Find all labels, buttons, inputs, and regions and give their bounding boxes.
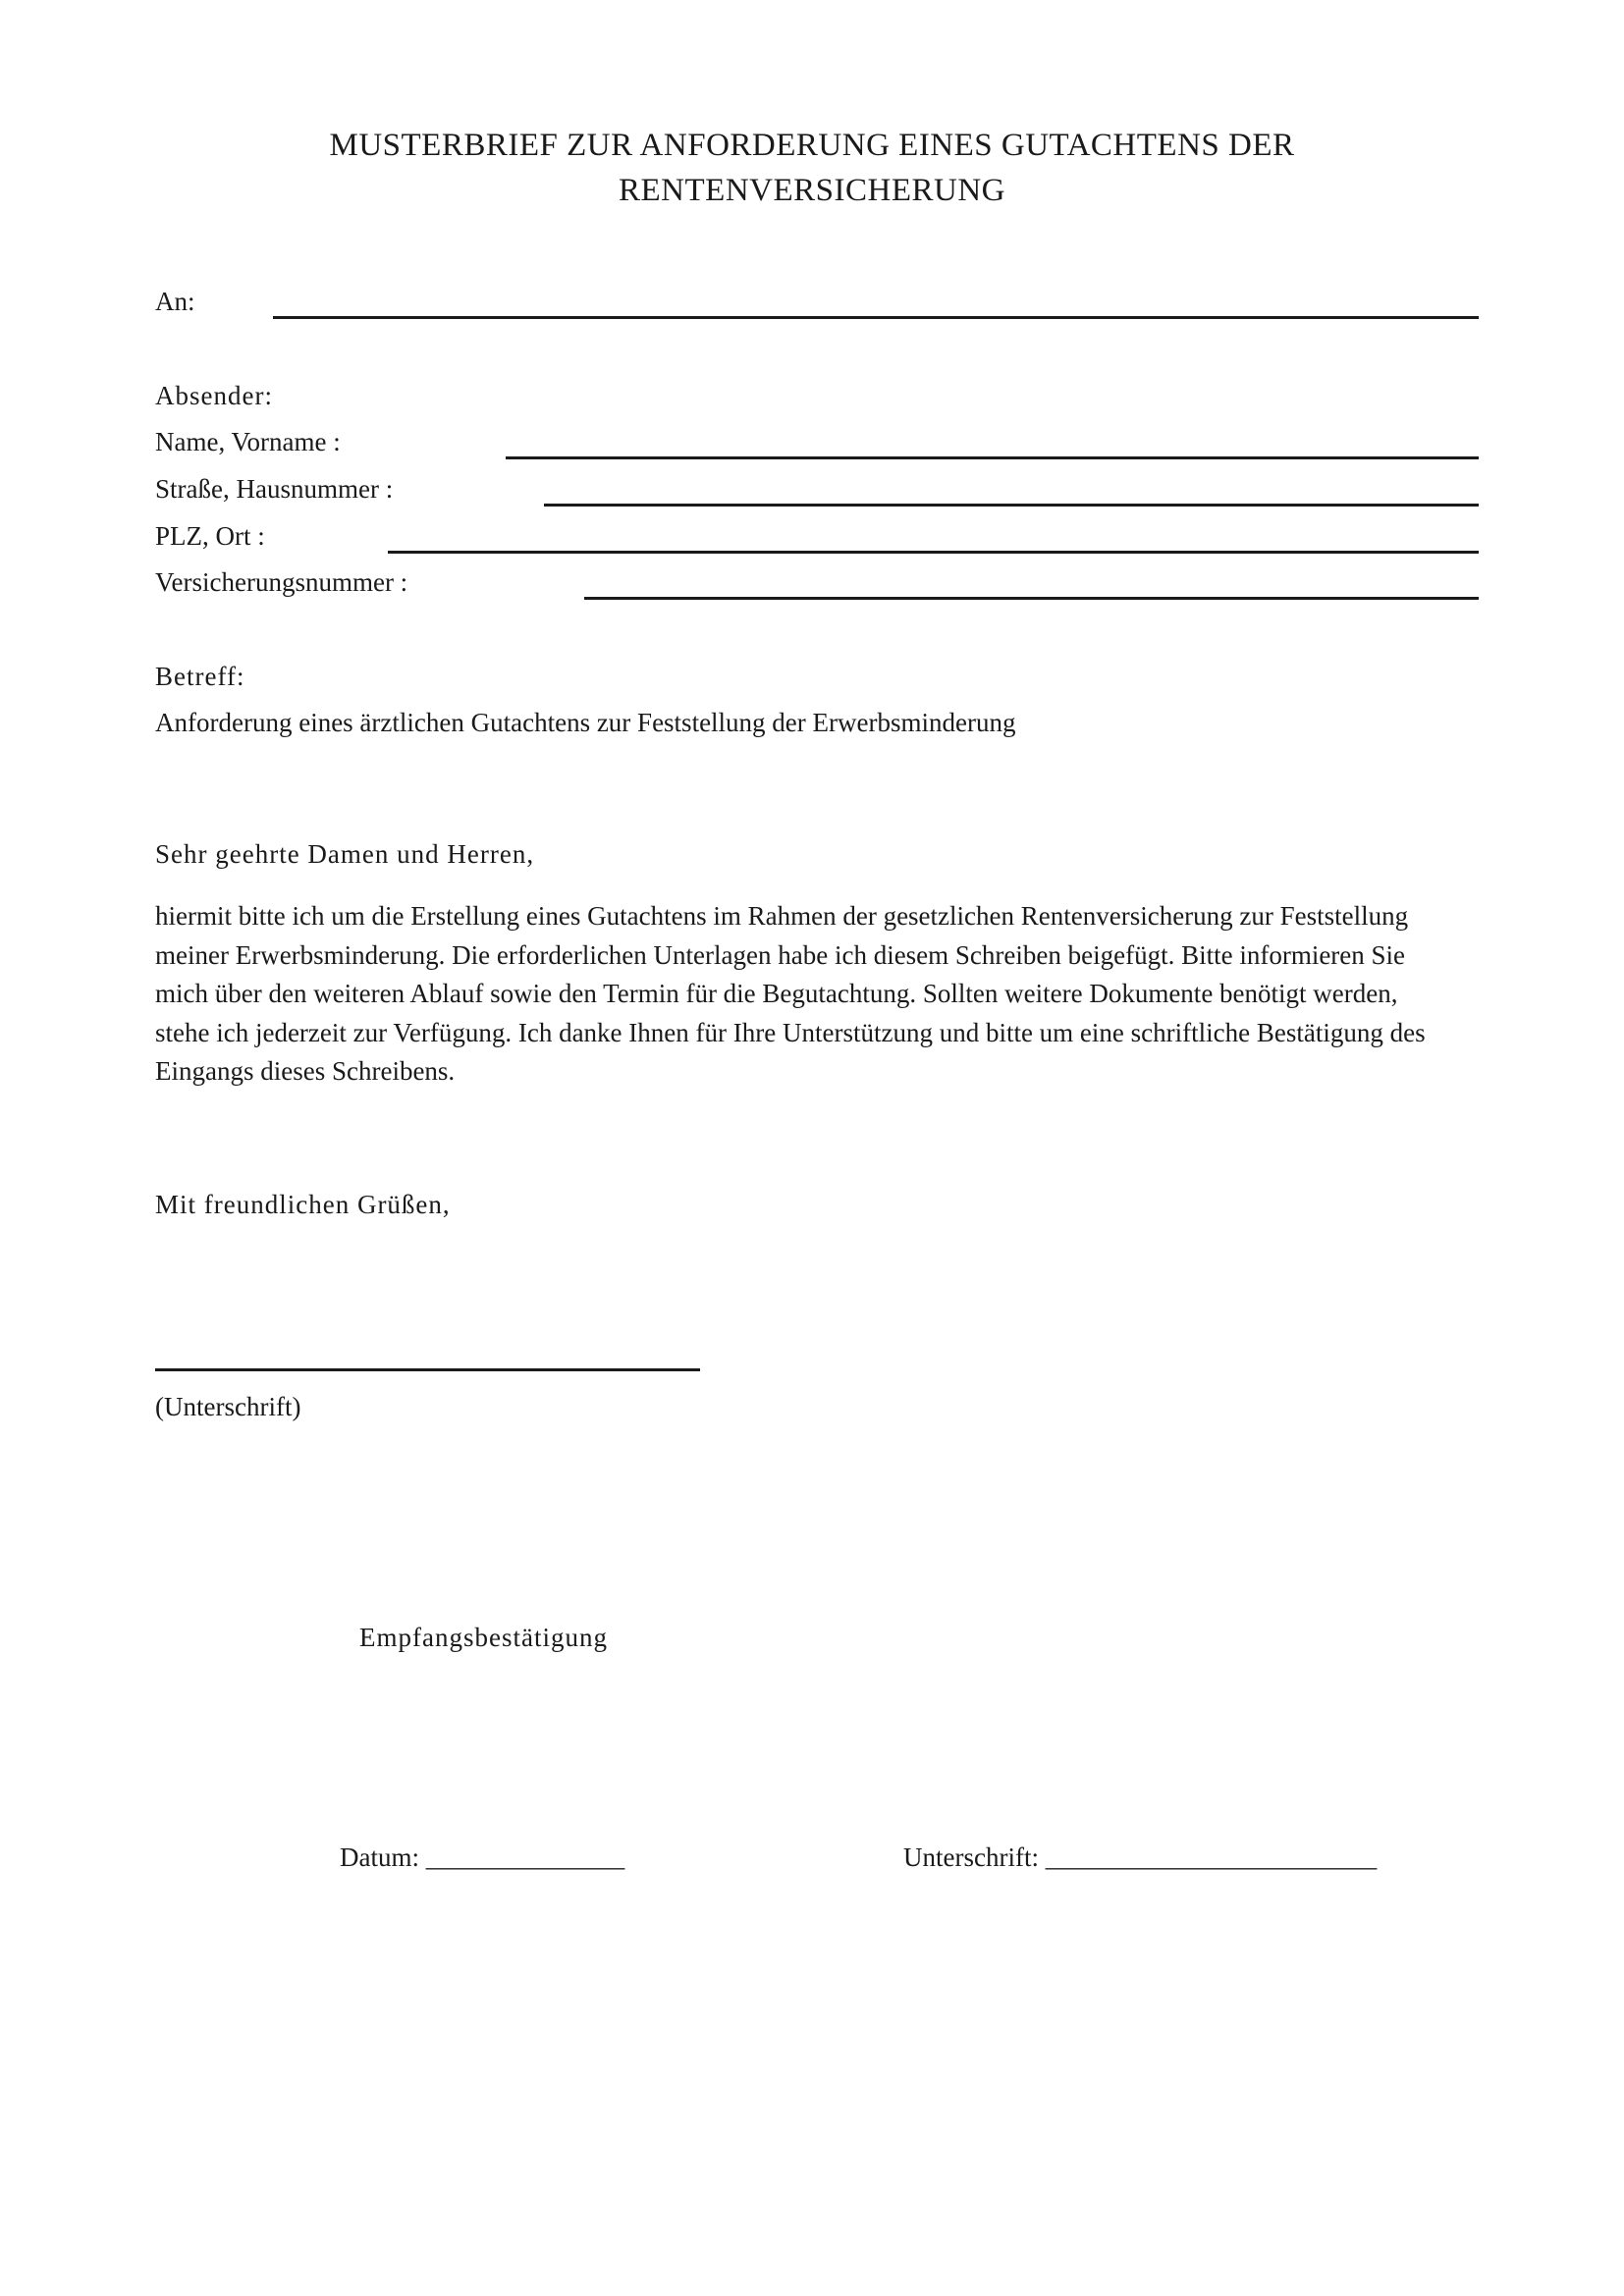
document-title-line-1: MUSTERBRIEF ZUR ANFORDERUNG EINES GUTACHTENS DER [329, 128, 1295, 163]
receipt-heading: Empfangsbestätigung [359, 1623, 608, 1652]
receipt-date-field[interactable]: Datum: _______________ [340, 1842, 625, 1872]
body-line: hiermit bitte ich um die Erstellung eines Gutachtens im Rahmen der gesetzlichen Rentenversicherung zur Feststellung [155, 901, 1409, 931]
document-title-line-2: RENTENVERSICHERUNG [619, 173, 1005, 208]
city-label: PLZ, Ort : [155, 521, 265, 551]
insurance-number-line[interactable] [584, 597, 1479, 600]
subject-label: Betreff: [155, 662, 245, 691]
body-line: Eingangs dieses Schreibens. [155, 1056, 456, 1086]
name-label: Name, Vorname : [155, 427, 341, 456]
body-line: mich über den weiteren Ablauf sowie den Termin für die Begutachtung. Sollten weitere Dokumente benötigt werden, [155, 979, 1398, 1008]
insurance-number-label: Versicherungsnummer : [155, 567, 408, 597]
signature-label: (Unterschrift) [155, 1392, 301, 1421]
street-label: Straße, Hausnummer : [155, 474, 394, 504]
recipient-label: An: [155, 287, 195, 316]
closing: Mit freundlichen Grüßen, [155, 1190, 451, 1219]
body-line: stehe ich jederzeit zur Verfügung. Ich danke Ihnen für Ihre Unterstützung und bitte um eine schriftliche Bestätigung des [155, 1017, 1426, 1047]
name-line[interactable] [506, 456, 1479, 459]
street-line[interactable] [544, 504, 1479, 507]
signature-line[interactable] [155, 1368, 700, 1371]
city-line[interactable] [388, 551, 1479, 554]
body-paragraph [155, 897, 1483, 1092]
recipient-line[interactable] [273, 316, 1479, 319]
sender-heading: Absender: [155, 381, 273, 410]
receipt-signature-field[interactable]: Unterschrift: _________________________ [903, 1842, 1378, 1872]
salutation: Sehr geehrte Damen und Herren, [155, 839, 535, 869]
body-line: meiner Erwerbsminderung. Die erforderlichen Unterlagen habe ich diesem Schreiben beigefügt. Bitte informieren Sie [155, 939, 1406, 970]
subject-text: Anforderung eines ärztlichen Gutachtens zur Feststellung der Erwerbsminderung [155, 708, 1016, 737]
